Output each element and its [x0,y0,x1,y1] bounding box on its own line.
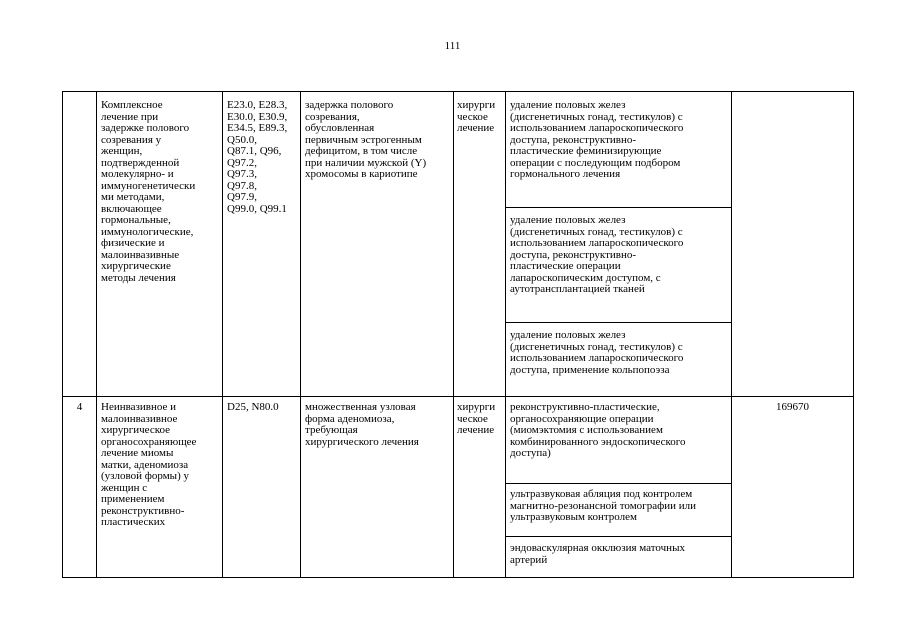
patient-model: задержка полового созревания, обусловленная первичным эстрогенным дефицитом, в том числе при наличии мужской (Y) хромосомы в кариотипе [305,99,427,180]
cost-value: 169670 [776,401,809,413]
treatment-method: ультразвуковая абляция под контролем магнитно-резонансной томографии или ультразвуковым контролем [510,488,696,523]
page-number: 111 [444,40,461,52]
icd-codes: D25, N80.0 [227,401,279,413]
patient-model: множественная узловая форма аденомиоза, требующая хирургического лечения [305,401,419,448]
treatment-method: удаление половых желез (дисгенетичных гонад, тестикулов) с использованием лапароскопического доступа, применение кольпопоэза [510,329,684,376]
treatment-method: эндоваскулярная окклюзия маточных артерий [510,542,685,566]
condition-name: Комплексное лечение при задержке полового созревания у женщин, подтвержденной молекулярно- и иммуногенетически ми методами, включающее гормональные, иммунологические, физические и малоинвазивные хирургические методы лечения [101,99,196,284]
icd-codes: E23.0, E28.3, E30.0, E30.9, E34.5, E89.3, Q50.0, Q87.1, Q96, Q97.2, Q97.3, Q97.8, Q97.9, Q99.0, Q99.1 [227,99,288,215]
treatment-method: удаление половых желез (дисгенетичных гонад, тестикулов) с использованием лапароскопического доступа, реконструктивно- пластические операции лапароскопическим доступом, с аутотрансплантацией тканей [510,214,684,295]
treatment-type: хирурги ческое лечение [457,401,496,436]
treatment-type: хирурги ческое лечение [457,99,496,134]
row-number: 4 [76,401,83,413]
condition-name: Неинвазивное и малоинвазивное хирургическое органосохраняющее лечение миомы матки, аденомиоза (узловой формы) у женщин с применением реконструктивно- пластических [101,401,197,528]
treatment-method: удаление половых желез (дисгенетичных гонад, тестикулов) с использованием лапароскопического доступа, реконструктивно- пластические феминизирующие операции с последующим подбором гормонального лечения [510,99,684,180]
treatment-method: реконструктивно-пластические, органосохраняющие операции (миомэктомия с использованием комбинированного эндоскопического доступа) [510,401,686,459]
